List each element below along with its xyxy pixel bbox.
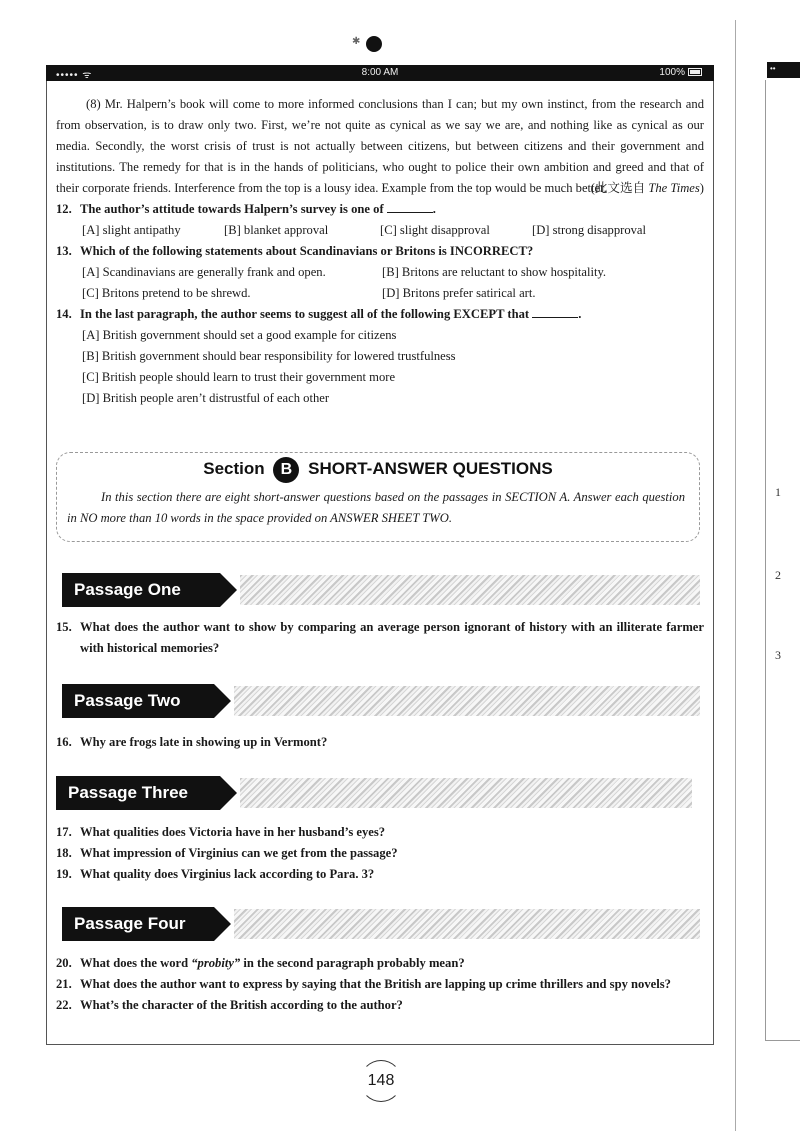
status-bar [46,65,714,81]
stem-period: . [432,202,436,216]
question-14 [56,304,704,409]
question-12 [56,199,704,241]
battery-level: 100% [659,67,685,78]
question-text: What does the author want to show by comparing an average person ignorant of history with an illiterate farmer with historical memories? [80,620,704,655]
question-number: 12. [56,202,72,216]
passage-two-label: Passage Two [62,684,214,718]
question-21 [56,974,704,995]
passage-one-label: Passage One [62,573,220,607]
question-number: 18. [56,846,72,860]
passage-two-questions [56,732,704,753]
option-c[interactable]: [C] slight disapproval [380,223,490,237]
passage-three-banner [56,776,692,810]
signal-indicator: ••••• ᯤ [56,70,93,81]
question-text: What does the author want to express by saying that the British are lapping up crime thrillers and spy novels? [80,977,671,991]
passage-four-banner [62,907,700,941]
black-dot-icon [366,36,382,52]
passage-four-label: Passage Four [62,907,214,941]
battery-indicator [659,67,702,78]
source-title: The Times [648,181,700,195]
question-stem: The author’s attitude towards Halpern’s survey is one of [80,202,384,216]
section-badge: B [273,457,299,483]
question-number: 20. [56,956,72,970]
question-text: Why are frogs late in showing up in Vermont? [80,735,328,749]
question-19 [56,864,704,885]
option-b[interactable]: [B] Britons are reluctant to show hospitality. [382,265,607,279]
question-18 [56,843,704,864]
paragraph-8: (8) Mr. Halpern’s book will come to more informed conclusions than I can; but my own instinct, from the research and from observation, is to draw only two. First, we’re not quite as cynical as we say we are, and nothing like as cynical as our media. Secondly, the worst crisis of trust is not actually between citizens, but between citizens and their government and institutions. The remedy for that is in the hands of politicians, who ought to police their own ambition and greed and that of their corporate friends. Interference from the top is a lousy idea. Example from the top would be much better. [56,97,704,195]
option-d[interactable]: [D] British people aren’t distrustful of each other [82,391,330,405]
option-d[interactable]: [D] strong disapproval [532,223,647,237]
section-title: SHORT-ANSWER QUESTIONS [308,459,553,478]
question-number: 14. [56,307,72,321]
section-heading [57,457,699,483]
question-13 [56,241,704,304]
source-prefix: (此文选自 [590,181,649,195]
stem-period: . [578,307,582,321]
banner-texture [234,909,700,939]
adjacent-dots: •• [770,64,776,73]
battery-icon [688,68,702,76]
adjacent-page-edge [735,20,800,1131]
question-number: 22. [56,998,72,1012]
option-c[interactable]: [C] British people should learn to trust their government more [82,370,396,384]
page-edge-line [735,20,736,1131]
passage-one-questions [56,617,704,659]
page-number-text: 148 [367,1072,395,1089]
question-20 [56,953,704,974]
question-22 [56,995,704,1016]
passage-three-label: Passage Three [56,776,220,810]
adjacent-digit: 2 [775,568,781,582]
question-15 [56,617,704,659]
top-registration-mark [352,34,412,54]
question-number: 15. [56,620,72,634]
option-c[interactable]: [C] Britons pretend to be shrewd. [82,286,251,300]
page-edge-line [765,80,766,1040]
question-stem: In the last paragraph, the author seems to suggest all of the following EXCEPT that [80,307,530,321]
option-a[interactable]: [A] slight antipathy [82,223,181,237]
passage-one-banner [62,573,700,607]
question-number: 13. [56,244,72,258]
quoted-word: “probity” [191,956,241,970]
page-number [358,1060,404,1106]
status-time: 8:00 AM [361,67,399,78]
section-instructions: In this section there are eight short-answer questions based on the passages in SECTION A. Answer each question in NO more than 10 words in the space provided on ANSWER SHEET TWO. [67,490,685,525]
question-number: 19. [56,867,72,881]
banner-texture [240,575,700,605]
question-17 [56,822,704,843]
question-text: What impression of Virginius can we get from the passage? [80,846,398,860]
option-b[interactable]: [B] blanket approval [224,223,329,237]
question-text: What’s the character of the British according to the author? [80,998,403,1012]
reading-content [56,94,704,409]
question-text: What quality does Virginius lack according to Para. 3? [80,867,375,881]
source-suffix: ) [699,181,704,195]
question-text: in the second paragraph probably mean? [240,956,465,970]
page-edge-line [765,1040,800,1041]
asterisk-icon: ✱ [352,36,361,47]
option-a[interactable]: [A] Scandinavians are generally frank and open. [82,265,326,279]
question-number: 21. [56,977,72,991]
passage-three-questions [56,822,704,885]
answer-blank [387,201,433,213]
section-b-box [56,452,700,542]
question-text: What qualities does Victoria have in her husband’s eyes? [80,825,386,839]
option-b[interactable]: [B] British government should bear responsibility for lowered trustfulness [82,349,456,363]
passage-two-banner [62,684,700,718]
question-16 [56,732,704,753]
answer-blank [532,306,578,318]
question-number: 16. [56,735,72,749]
banner-texture [240,778,692,808]
adjacent-status-bar [767,62,800,78]
adjacent-digit: 3 [775,648,781,662]
question-text: What does the word [80,956,192,970]
banner-texture [234,686,700,716]
section-word: Section [203,459,265,478]
question-number: 17. [56,825,72,839]
adjacent-digit: 1 [775,485,781,499]
option-d[interactable]: [D] Britons prefer satirical art. [382,286,536,300]
option-a[interactable]: [A] British government should set a good example for citizens [82,328,397,342]
question-stem: Which of the following statements about Scandinavians or Britons is INCORRECT? [80,244,534,258]
passage-four-questions [56,953,704,1016]
